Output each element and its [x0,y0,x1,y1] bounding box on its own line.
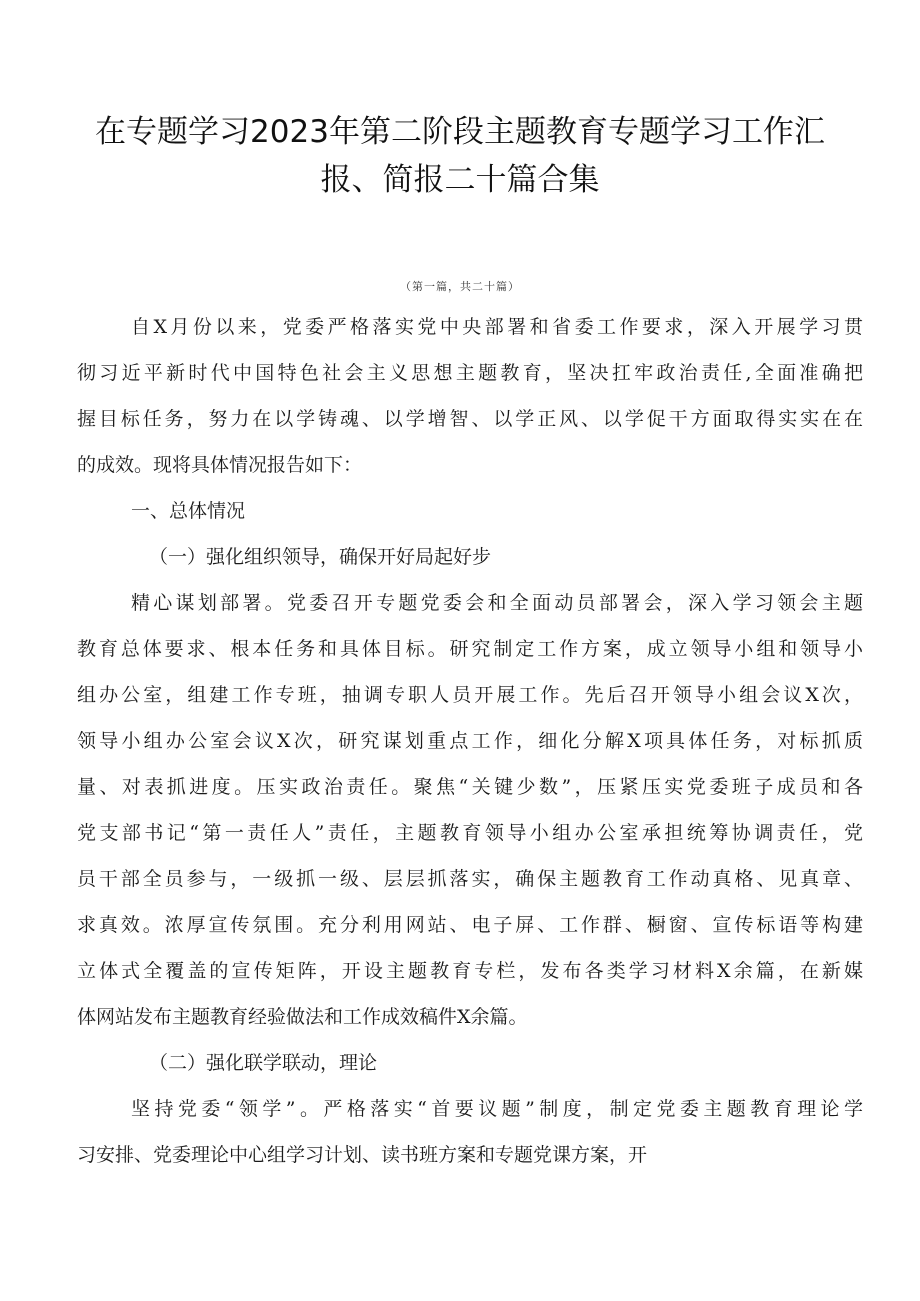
body-line: 自X月份以来，党委严格落实党中央部署和省委工作要求，深入开展学习贯 [131,316,863,338]
body-line: 领导小组办公室会议X次，研究谋划重点工作，细化分解X项具体任务，对标抓质 [77,730,863,752]
body-line: 教育总体要求、根本任务和具体目标。研究制定工作方案，成立领导小组和领导小 [77,638,863,660]
document-title [60,108,860,204]
body-line: 党支部书记“第一责任人”责任，主题教育领导小组办公室承担统筹协调责任，党 [77,822,863,844]
body-line: 坚持党委“领学”。严格落实“首要议题”制度，制定党委主题教育理论学 [131,1098,863,1120]
subsection-heading: （一）强化组织领导，确保开好局起好步 [149,546,492,568]
body-line: 精心谋划部署。党委召开专题党委会和全面动员部署会，深入学习领会主题 [131,592,863,614]
body-line: 的成效。现将具体情况报告如下： [77,454,363,476]
body-line: 彻习近平新时代中国特色社会主义思想主题教育，坚决扛牢政治责任,全面准确把 [77,362,863,384]
body-line: 握目标任务，努力在以学铸魂、以学增智、以学正风、以学促干方面取得实实在在 [77,408,863,430]
subsection-heading: （二）强化联学联动，理论 [149,1052,378,1074]
body-line: 员干部全员参与，一级抓一级、层层抓落实，确保主题教育工作动真格、见真章、 [77,868,863,890]
document-body [77,304,863,1178]
title-line-1: 在专题学习2023年第二阶段主题教育专题学习工作汇 [95,114,825,150]
body-line: 量、对表抓进度。压实政治责任。聚焦“关键少数”，压紧压实党委班子成员和各 [77,776,863,798]
title-line-2: 报、简报二十篇合集 [320,162,600,198]
body-line: 求真效。浓厚宣传氛围。充分利用网站、电子屏、工作群、橱窗、宣传标语等构建 [77,914,863,936]
body-line: 体网站发布主题教育经验做法和工作成效稿件X余篇。 [77,1006,528,1028]
body-line: 组办公室，组建工作专班，抽调专职人员开展工作。先后召开领导小组会议X次， [77,684,863,706]
section-heading: 一、总体情况 [131,500,246,522]
body-line: 习安排、党委理论中心组学习计划、读书班方案和专题党课方案，开 [77,1144,648,1166]
part-label: （第一篇，共二十篇） [400,280,520,293]
body-line: 立体式全覆盖的宣传矩阵，开设主题教育专栏，发布各类学习材料X余篇，在新媒 [77,960,863,982]
